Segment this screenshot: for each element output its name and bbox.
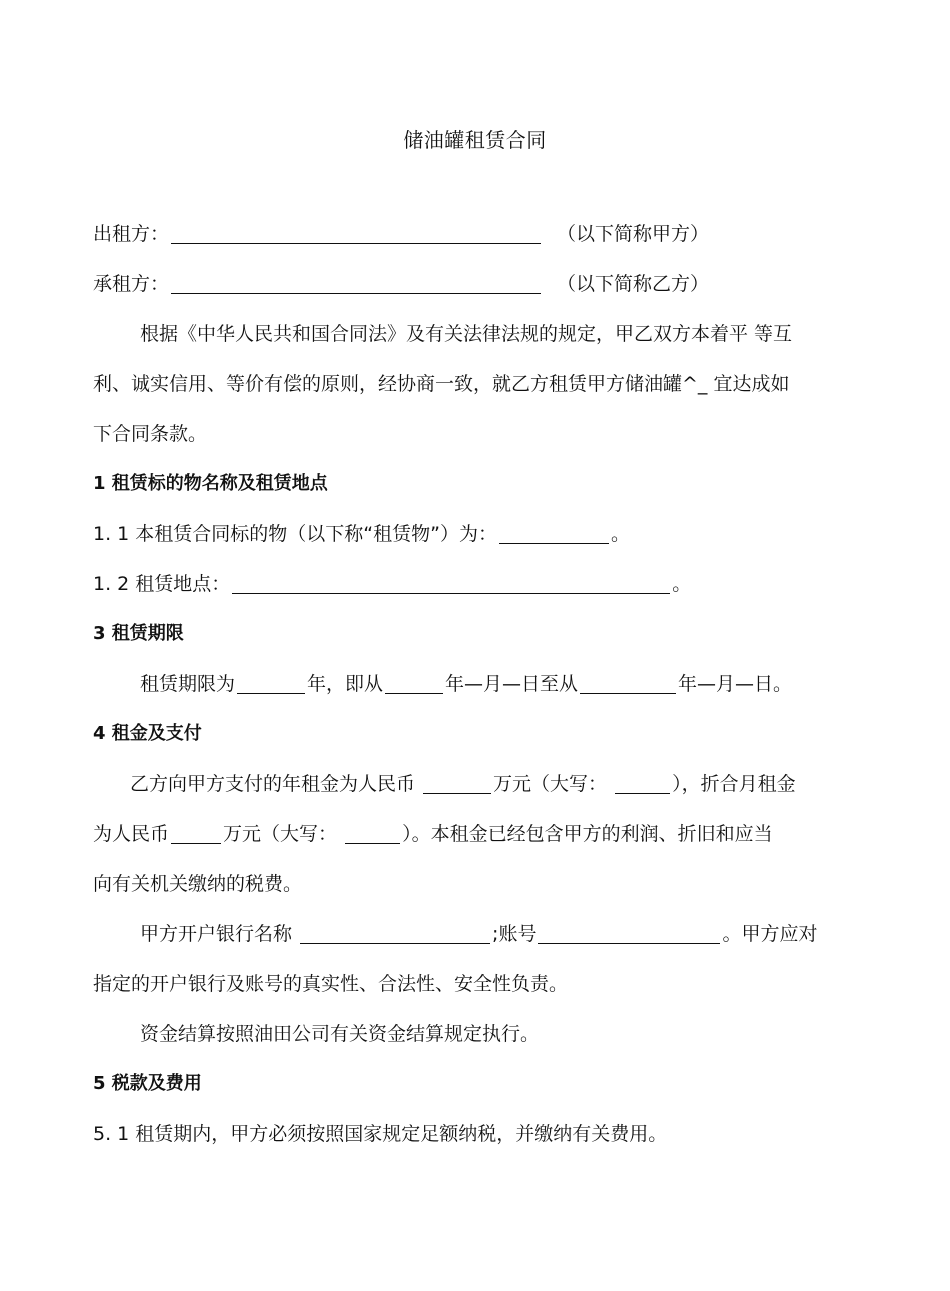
monthly-rent-blank: [171, 823, 221, 844]
section-1-heading: 1 租赁标的物名称及租赁地点: [93, 473, 328, 494]
rent-text-a: 乙方向甲方支付的年租金为人民币: [130, 773, 422, 795]
lessee-suffix: （以下简称乙方）: [557, 273, 710, 295]
section-4-heading: 4 租金及支付: [93, 723, 202, 744]
rent-line-2: [93, 820, 873, 848]
annual-rent-blank: [423, 773, 491, 794]
bank-name-blank: [300, 923, 490, 944]
account-number-blank: [538, 923, 720, 944]
lessee-blank: [171, 273, 541, 294]
settlement-line: 资金结算按照油田公司有关资金结算规定执行。: [140, 1023, 540, 1045]
rent-text-c: ），折合月租金: [672, 773, 796, 795]
lessor-line: [93, 220, 873, 248]
term-start-year-blank: [385, 673, 443, 694]
preamble-line-2: 利、诚实信用、等价有偿的原则，经协商一致，就乙方租赁甲方储油罐^_ 宜达成如: [93, 373, 790, 395]
bank-text-c: 。甲方应对: [722, 923, 818, 945]
rent-text-e: 万元（大写：: [223, 823, 344, 845]
preamble-line-3: 下合同条款。: [93, 423, 208, 445]
bank-text-a: 甲方开户银行名称: [140, 923, 299, 945]
clause-1-2-end: 。: [672, 573, 692, 595]
monthly-rent-uppercase-blank: [345, 823, 400, 844]
lease-object-blank: [499, 523, 609, 544]
preamble-line-1: 根据《中华人民共和国合同法》及有关法律法规的规定，甲乙双方本着平 等互: [140, 323, 793, 345]
lessor-blank: [171, 223, 541, 244]
lessor-label: 出租方：: [93, 223, 170, 245]
clause-1-1-end: 。: [610, 523, 630, 545]
lessee-label: 承租方：: [93, 273, 170, 295]
rent-line-3: 向有关机关缴纳的税费。: [93, 873, 303, 895]
section-3-heading: 3 租赁期限: [93, 623, 184, 644]
document-title: 储油罐租赁合同: [403, 128, 547, 152]
term-text-d: 年—月—日。: [678, 673, 793, 695]
rent-line-1: [130, 770, 873, 798]
rent-text-d: 为人民币: [93, 823, 170, 845]
lessee-line: [93, 270, 873, 298]
rent-text-b: 万元（大写：: [493, 773, 614, 795]
clause-5-1: 5. 1 租赁期内，甲方必须按照国家规定足额纳税，并缴纳有关费用。: [93, 1123, 668, 1145]
lessor-suffix: （以下简称甲方）: [557, 223, 710, 245]
lease-term-line: [140, 670, 873, 698]
bank-line-2: 指定的开户银行及账号的真实性、合法性、安全性负责。: [93, 973, 569, 995]
bank-text-b: ;账号: [492, 923, 537, 945]
term-end-year-blank: [580, 673, 676, 694]
clause-1-1-text: 1. 1 本租赁合同标的物（以下称“租赁物”）为：: [93, 523, 497, 545]
section-5-heading: 5 税款及费用: [93, 1073, 202, 1094]
term-text-b: 年，即从: [307, 673, 384, 695]
term-text-a: 租赁期限为: [140, 673, 236, 695]
term-text-c: 年—月—日至从: [445, 673, 579, 695]
annual-rent-uppercase-blank: [615, 773, 670, 794]
rent-text-f: ）。本租金已经包含甲方的利润、折旧和应当: [402, 823, 773, 845]
clause-1-2-text: 1. 2 租赁地点：: [93, 573, 231, 595]
bank-line-1: [140, 920, 873, 948]
lease-location-blank: [232, 573, 670, 594]
clause-1-1: [93, 520, 873, 548]
term-years-blank: [237, 673, 305, 694]
clause-1-2: [93, 570, 873, 598]
